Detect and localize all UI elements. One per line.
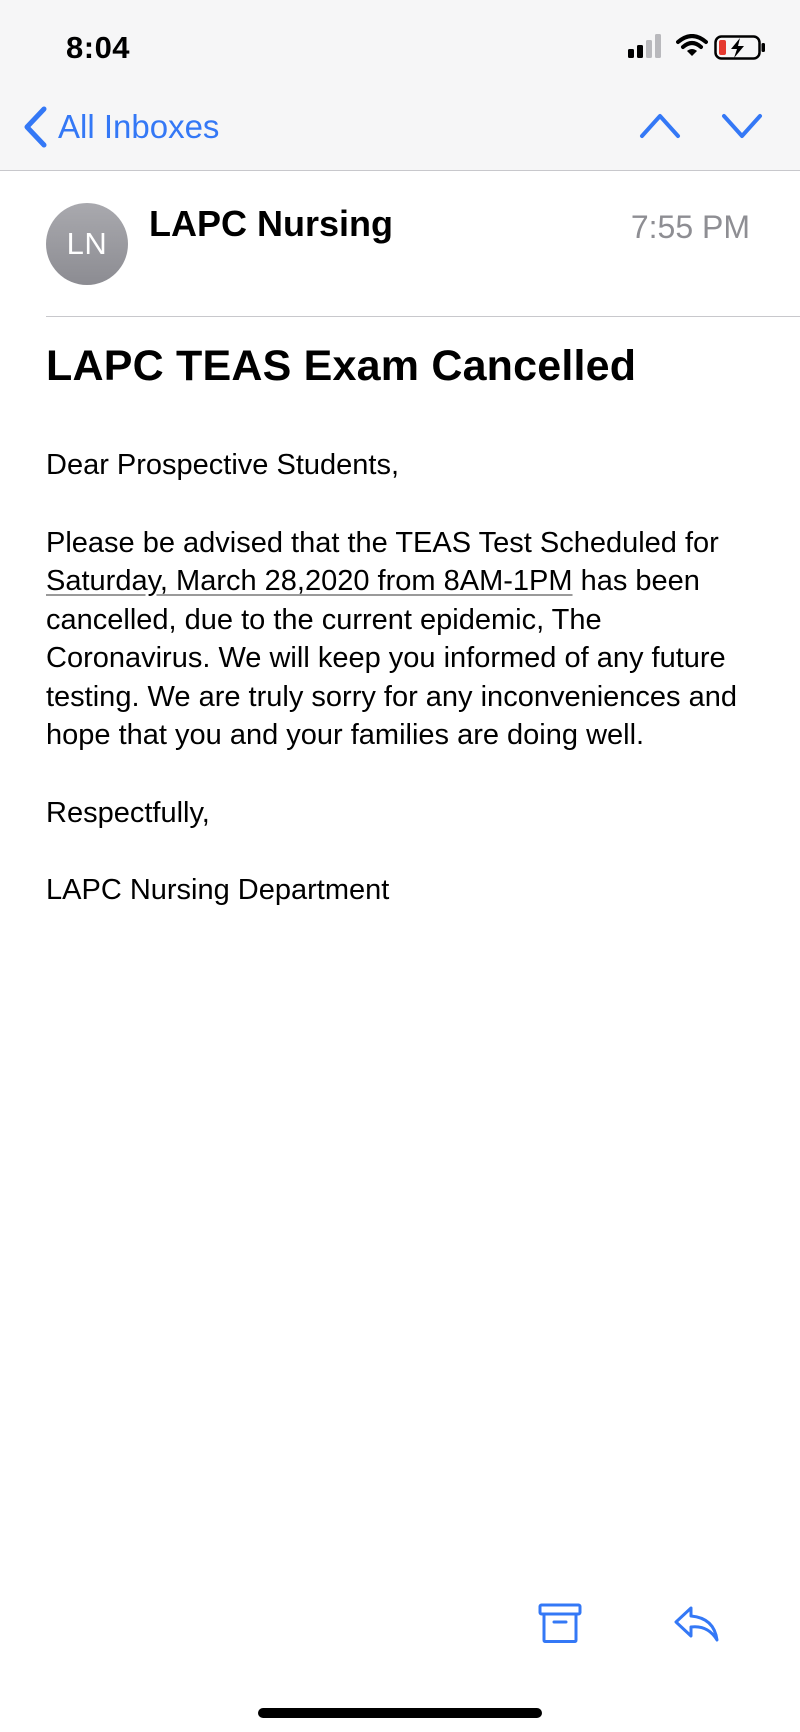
divider	[46, 316, 800, 317]
home-indicator[interactable]	[258, 1708, 542, 1718]
chevron-up-icon[interactable]	[638, 110, 682, 142]
message-subject: LAPC TEAS Exam Cancelled	[46, 342, 637, 390]
signature: LAPC Nursing Department	[46, 874, 390, 906]
archive-icon[interactable]	[538, 1602, 582, 1644]
status-icons	[628, 34, 768, 64]
back-button-label: All Inboxes	[58, 108, 220, 145]
message-header	[0, 171, 800, 316]
navigation-bar	[0, 0, 800, 171]
greeting: Dear Prospective Students,	[46, 449, 400, 481]
closing: Respectfully,	[46, 796, 210, 829]
sender-name[interactable]: LAPC Nursing	[149, 203, 394, 244]
received-time: 7:55 PM	[630, 209, 750, 245]
battery-charging-icon	[714, 35, 766, 61]
back-button[interactable]	[22, 104, 219, 150]
cellular-signal-icon	[628, 34, 664, 58]
body-text-before-link: Please be advised that the TEAS Test Scheduled for	[46, 526, 719, 559]
body-paragraph	[46, 524, 758, 755]
reply-icon[interactable]	[672, 1604, 720, 1644]
wifi-icon	[676, 34, 708, 58]
status-time: 8:04	[66, 30, 131, 65]
message-body	[46, 446, 758, 949]
body-text-after-link: has been cancelled, due to the current epidemic, The Coronavirus. We will keep you informed of any future testing. We are truly sorry for any inconveniences and hope that you and your families are doing well.	[46, 565, 737, 751]
avatar[interactable]: LN	[46, 203, 128, 285]
chevron-left-icon	[22, 105, 48, 149]
chevron-down-icon[interactable]	[720, 110, 764, 142]
date-link[interactable]: Saturday, March 28,2020 from 8AM-1PM	[46, 565, 573, 597]
